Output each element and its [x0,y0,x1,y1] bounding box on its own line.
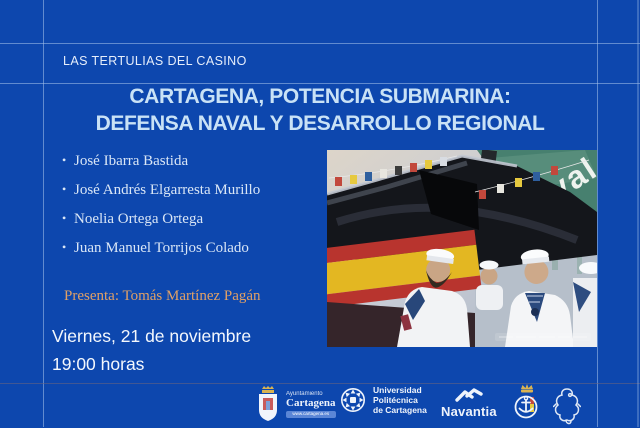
logo-ayto-line1: Ayuntamiento [286,391,323,398]
bullet-icon: • [62,182,67,196]
upct-compass-icon [338,385,368,415]
logo-ayto-line2: Cartagena [286,397,336,410]
right-edge-line [637,0,639,427]
logo-upct [338,385,427,415]
grid-line-vertical-right [597,0,598,427]
speaker-name: Noelia Ortega Ortega [74,211,204,227]
event-title-line2: DEFENSA NAVAL Y DESARROLLO REGIONAL [95,111,545,135]
sailor-cap [480,261,499,270]
navantia-waves-icon [451,388,487,403]
speaker-name: José Ibarra Bastida [74,153,189,169]
footer-logo-strip [0,383,640,427]
speaker-name: José Andrés Elgarresta Murillo [74,182,261,198]
speaker-name: Juan Manuel Torrijos Colado [74,240,249,256]
event-date: Viernes, 21 de noviembre [52,326,252,346]
event-title [0,84,640,137]
logo-upct-line2: Politécnica [373,395,418,405]
bullet-icon: • [62,153,67,167]
grid-line-horizontal-top [0,43,640,44]
event-photo [327,150,597,347]
logo-upct-line1: Universidad [373,385,422,395]
presenter-line: Presenta: Tomás Martínez Pagán [64,288,261,304]
speaker-item [62,240,260,258]
speaker-item [62,153,260,171]
bullet-icon: • [62,211,67,225]
event-series-label: LAS TERTULIAS DEL CASINO [63,54,247,68]
logo-line-art-emblem [553,384,581,428]
photo-credit-watermark [495,333,591,341]
event-time: 19:00 horas [52,354,145,374]
logo-navantia-wordmark: Navantia [441,404,497,419]
line-art-figure-icon [553,384,581,428]
logo-ayto-banner: www.cartagena.es [286,411,336,418]
ayuntamiento-crest-icon [254,386,282,423]
speaker-item [62,182,260,200]
speaker-item [62,211,260,229]
bullet-icon: • [62,240,67,254]
logo-navantia [441,388,497,419]
logo-ayuntamiento-cartagena [254,386,336,423]
armada-anchor-icon [514,383,540,426]
logo-armada-crest [514,383,540,426]
grid-line-vertical-left [43,0,44,427]
event-title-line1: CARTAGENA, POTENCIA SUBMARINA: [129,85,511,108]
speakers-list [62,153,260,269]
logo-upct-line3: de Cartagena [373,405,427,415]
